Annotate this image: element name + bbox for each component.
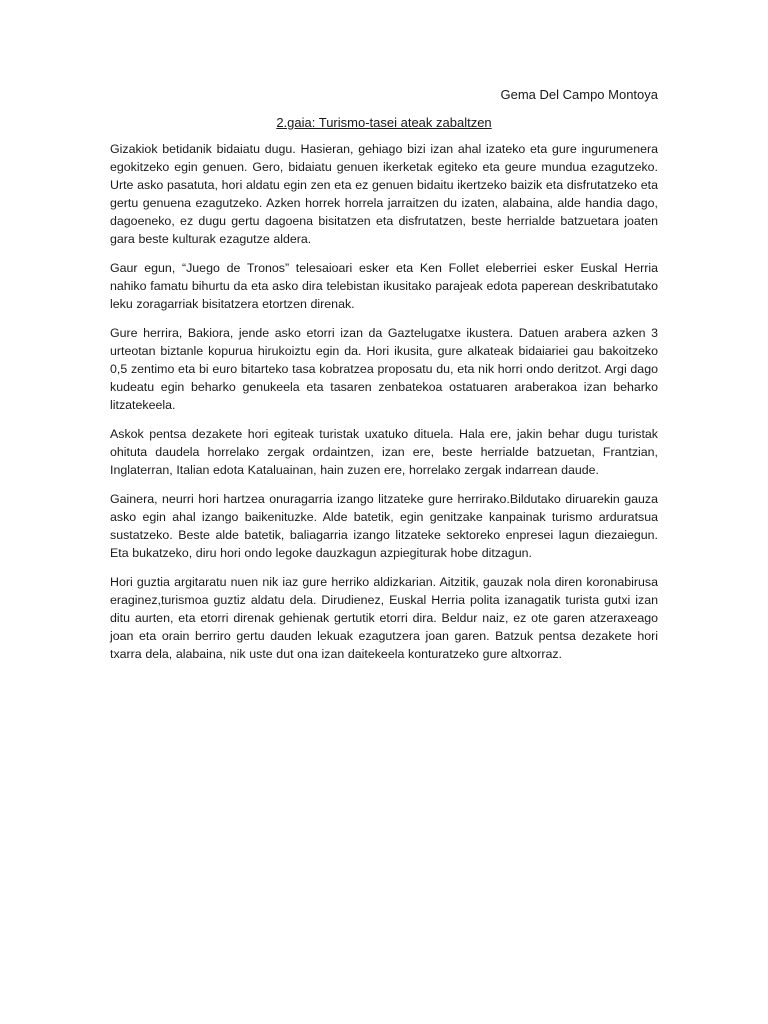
paragraph-4: Askok pentsa dezakete hori egiteak turistak uxatuko dituela. Hala ere, jakin behar dugu turistak ohituta daudela horrelako zergak ordaintzen, izan ere, beste herrialde batzuetan, Frantzian, Inglaterran, Italian edota Kataluainan, hain zuzen ere, horrelako zergak indarrean daude. <box>110 427 658 477</box>
paragraph-3: Gure herrira, Bakiora, jende asko etorri izan da Gaztelugatxe ikustera. Datuen arabera azken 3 urteotan biztanle kopurua hirukoiztu egin da. Hori ikusita, gure alkateak bidaiariei gau bakoitzeko 0,5 zentimo eta bi euro bitarteko tasa kobratzea proposatu du, eta nik horri ondo deritzot. Argi dago kudeatu egin beharko genukeela eta tasaren zenbatekoa ostatuaren araberakoa izan beharko litzatekeela. <box>110 326 658 412</box>
paragraph-5: Gainera, neurri hori hartzea onuragarria izango litzateke gure herrirako.Bildutako diruarekin gauza asko egin ahal izango baikenituzke. Alde batetik, egin genitzake kanpainak turismo arduratsua sustatzeko. Beste alde batetik, baliagarria izango litzateke sektoreko enpresei lagun diezaiegun. Eta bukatzeko, diru hori ondo legoke dauzkagun azpiegiturak hobe ditzagun. <box>110 492 658 560</box>
author-name: Gema Del Campo Montoya <box>500 87 658 102</box>
paragraph-1: Gizakiok betidanik bidaiatu dugu. Hasieran, gehiago bizi izan ahal izateko eta gure ingurumenera egokitzeko egin genuen. Gero, bidaiatu genuen ikerketak egiteko eta geure mundua ezagutzeko. Urte asko pasatuta, hori aldatu egin zen eta ez genuen bidaitu ikertzeko baizik eta disfrutatzeko eta gertu genuena ezagutzeko. Azken horrek horrela jarraitzen du izaten, alabaina, alde handia dago, dagoeneko, ez dugu gertu dagoena bisitatzen eta disfrutatzen, beste herrialde batzuetara joaten gara beste kulturak ezagutze aldera. <box>110 142 658 246</box>
essay-title: 2.gaia: Turismo-tasei ateak zabaltzen <box>276 115 492 130</box>
paragraph-2: Gaur egun, “Juego de Tronos” telesaioari esker eta Ken Follet eleberriei esker Euskal Herria nahiko famatu bihurtu da eta asko dira telebistan ikusitako parajeak edota paperean deskribatutako leku zoragarriak bisitatzera etortzen direnak. <box>110 261 658 311</box>
paragraph-6: Hori guztia argitaratu nuen nik iaz gure herriko aldizkarian. Aitzitik, gauzak nola diren koronabirusa eraginez,turismoa guztiz aldatu dela. Dirudienez, Euskal Herria polita izanagatik turista gutxi izan ditu aurten, eta etorri direnak gehienak gertutik etorri dira. Beldur naiz, ez ote garen atzeraxeago joan eta orain berriro gertu dauden lekuak ezagutzera joan garen. Batzuk pentsa dezakete hori txarra dela, alabaina, nik uste dut ona izan daitekeela konturatzeko gure altxorraz. <box>110 575 658 661</box>
